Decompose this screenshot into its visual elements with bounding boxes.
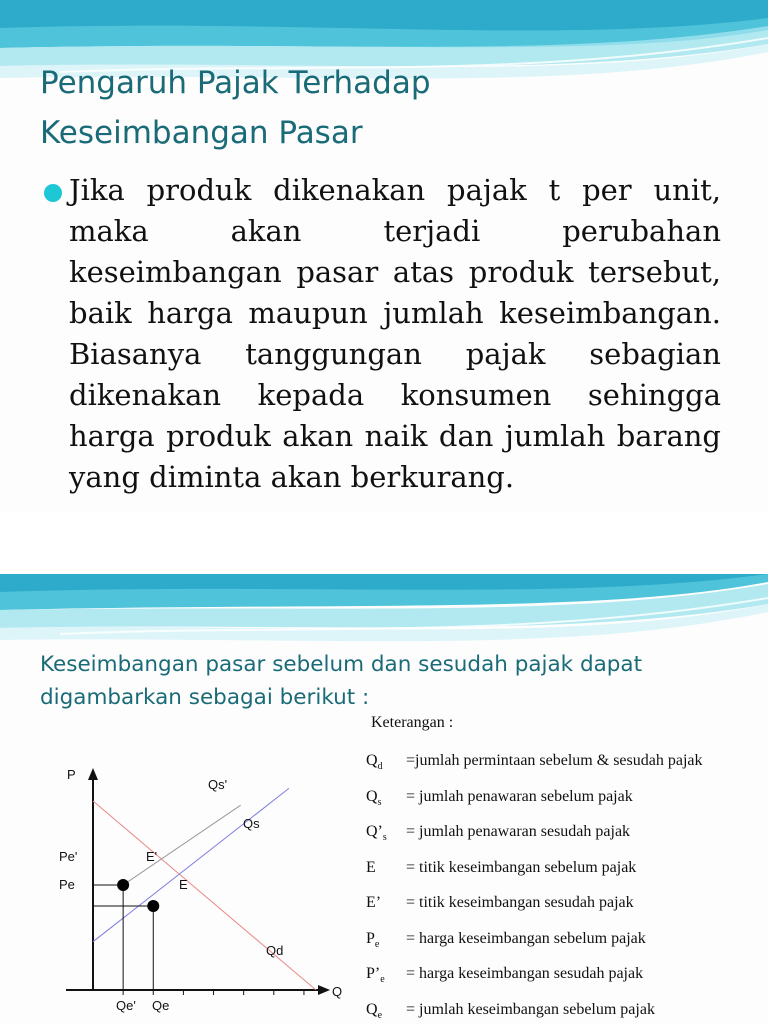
equilibrium-point-e-prime	[117, 879, 129, 891]
keterangan-row	[366, 930, 646, 950]
keterangan-description: = jumlah penawaran sebelum pajak	[406, 787, 633, 805]
x-tick-label-qe: Qe	[152, 998, 170, 1013]
x-axis-arrow-icon	[318, 985, 330, 995]
x-tick-label-qe-prime: Qe'	[116, 998, 136, 1013]
keterangan-description: =jumlah permintaan sebelum & sesudah pajak	[406, 752, 703, 769]
y-tick-label-pe-prime: Pe'	[59, 849, 78, 864]
body-paragraph: Jika produk dikenakan pajak t per unit, maka akan terjadi perubahan keseimbangan pasar atas produk tersebut, baik harga maupun jumlah keseimbangan. Biasanya tanggungan pajak sebagian dikenakan kepada konsumen sehingga harga produk akan naik dan jumlah barang yang diminta akan berkurang.	[69, 173, 721, 494]
title-line-1: Pengaruh Pajak Terhadap	[40, 65, 431, 101]
keterangan-row	[366, 788, 633, 808]
keterangan-symbol: $Q_d$	[366, 752, 383, 773]
slide-2	[0, 574, 768, 1024]
equilibrium-point-e	[147, 900, 159, 912]
keterangan-symbol: $P_e$	[366, 929, 380, 950]
bullet-icon	[44, 184, 62, 202]
title-line-2: Keseimbangan Pasar	[40, 115, 363, 151]
keterangan-description: = harga keseimbangan sesudah pajak	[406, 965, 644, 982]
series-label-qs-prime: Qs'	[208, 777, 228, 792]
point-label-e: E	[179, 877, 188, 892]
keterangan-description: = harga keseimbangan sebelum pajak	[406, 929, 646, 947]
keterangan-row	[366, 1001, 655, 1021]
series-label-qs: Qs	[243, 816, 260, 831]
slide-subtitle	[40, 648, 760, 714]
keterangan-symbol: $Q_s$	[366, 787, 382, 808]
y-tick-label-pe: Pe	[59, 877, 75, 892]
keterangan-row	[366, 859, 636, 877]
keterangan-description: = jumlah penawaran sesudah pajak	[406, 823, 631, 840]
x-axis-label: Q	[332, 984, 343, 999]
subtitle-line-2: digambarkan sebagai berikut :	[40, 685, 370, 710]
keterangan-symbol: $P’_e$	[366, 965, 385, 986]
y-axis-arrow-icon	[88, 768, 98, 780]
supply-demand-chart	[52, 764, 352, 1014]
keterangan-row	[366, 823, 630, 843]
y-axis-label: P	[67, 767, 76, 782]
keterangan-symbol: $Q’_s$	[366, 823, 387, 844]
keterangan-symbol: E	[366, 858, 376, 876]
keterangan-row	[366, 752, 703, 772]
keterangan-row	[366, 965, 643, 985]
keterangan-title: Keterangan :	[371, 714, 454, 731]
keterangan-symbol: E’	[366, 894, 382, 911]
series-line-qs	[93, 788, 289, 941]
keterangan-symbol: $Q_e$	[366, 1000, 383, 1021]
point-label-e-prime: E'	[146, 849, 158, 864]
series-label-qd: Qd	[266, 943, 284, 958]
subtitle-line-1: Keseimbangan pasar sebelum dan sesudah pajak dapat	[40, 652, 643, 677]
keterangan-description: = titik keseimbangan sebelum pajak	[406, 858, 637, 876]
keterangan-description: = jumlah keseimbangan sebelum pajak	[406, 1000, 655, 1018]
series-line-qs-prime	[123, 805, 241, 885]
keterangan-row	[366, 894, 634, 912]
slide-title	[40, 58, 740, 158]
slide-gap	[0, 512, 768, 574]
guides	[93, 885, 153, 990]
keterangan-description: = titik keseimbangan sesudah pajak	[406, 894, 634, 911]
